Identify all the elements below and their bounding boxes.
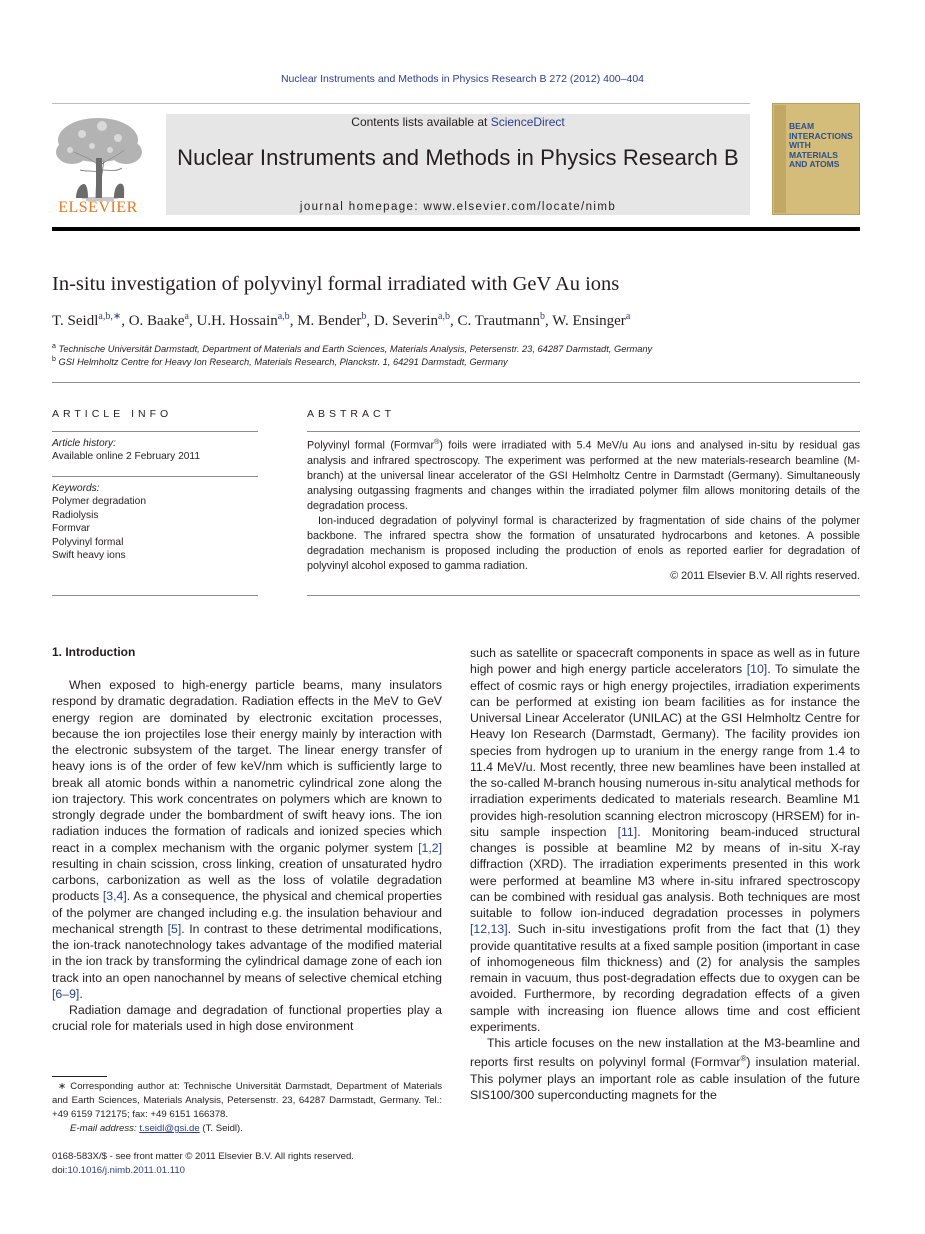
author-affiliation-mark[interactable]: b [539, 311, 545, 322]
affiliation-b [52, 357, 508, 367]
body-text: . To simulate the effect of cosmic rays or high energy projectiles, irradiation experiments can be performed at existing ion beam facilities as for instance the Universal Linear Accelerator (UNILAC) at the GSI Helmholtz Centre for Heavy Ion Research (Darmstadt, Germany). The facility provides ion species from hydrogen up to uranium in the energy range from 1.4 to 11.4 MeV/u. Most recently, three new beamlines have been installed at the so-called M-branch housing numerous in-situ analytical methods for irradiation experiments dedicated to materials research. Beamline M1 provides high-resolution scanning electron microscopy (HRSEM) for in-situ sample inspection [470, 662, 860, 839]
article-title: In-situ investigation of polyvinyl formal irradiated with GeV Au ions [52, 273, 620, 295]
cover-line: INTERACTIONS [789, 130, 853, 141]
author-affiliation-mark[interactable]: a,b,∗ [98, 311, 122, 322]
author-separator: , [121, 313, 129, 329]
body-paragraph [52, 677, 442, 1002]
author-affiliation-mark[interactable]: a [184, 311, 189, 322]
citation-link[interactable]: [11] [617, 824, 638, 839]
keyword-item: Polymer degradation [52, 496, 147, 508]
keyword-item: Radiolysis [52, 509, 99, 521]
author-name: O. Baake [128, 313, 185, 329]
body-text: . As a consequence, the physical and chemical properties of the polymer are changed including e.g. the insulation behaviour and mechanical strength [52, 889, 442, 936]
author-name: U.H. Hossain [196, 313, 278, 329]
author-separator: , [449, 313, 458, 329]
citation-link[interactable]: [12,13] [470, 922, 508, 937]
homepage-prefix: journal homepage: [299, 201, 424, 213]
bottom-info [52, 1150, 354, 1177]
cover-line: AND ATOMS [789, 159, 840, 169]
abstract-copyright: © 2011 Elsevier B.V. All rights reserved. [670, 570, 860, 582]
body-text: ) insulation material. This polymer plays an important role as cable insulation of the future SIS100/300 superconducting magnets for the [470, 1055, 860, 1102]
body-text: . In contrast to these detrimental modifications, the ion-track nanotechnology takes advantage of the modified material in the ion track by transforming the cylindrical damage zone of each ion track into an open nanochannel by means of selective chemical etching [52, 921, 442, 985]
author-affiliation-mark[interactable]: b [361, 311, 367, 322]
left-column [52, 677, 442, 1035]
contents-line [166, 115, 750, 129]
affiliation-mark: b [52, 355, 56, 363]
journal-homepage [166, 201, 750, 213]
author-list [52, 313, 630, 330]
body-text: resulting in chain scission, cross linking, creation of unsaturated hydro carbons, carbonization as well as the loss of volatile degradation products [52, 856, 442, 904]
author-separator: , [544, 313, 553, 329]
header-thick-rule [52, 227, 860, 231]
author-name: W. Ensinger [552, 313, 626, 329]
affiliation-text: GSI Helmholtz Centre for Heavy Ion Research, Materials Research, Planckstr. 1, 64291 Darmstadt, Germany [58, 357, 508, 367]
sciencedirect-link[interactable]: ScienceDirect [490, 115, 565, 129]
registered-mark: ® [434, 439, 440, 446]
history-value: Available online 2 February 2011 [52, 451, 201, 463]
affiliation-a [52, 344, 652, 354]
body-text: When exposed to high-energy particle beams, many insulators respond by dramatic degradation. Radiation effects in the MeV to GeV energy region are dominated by electronic excitation processes, because the ion projectiles lose their energy mainly by interaction with the electronic subsystem of the target. The linear energy transfer of heavy ions is of the order of few keV/nm which is sufficiently large to break all atomic bonds within a nanometric cylindrical zone along the ion trajectory. This work concentrates on polymers which are known to strongly degrade under the bombardment of swift heavy ions. The ion radiation induces the formation of radicals and ionized species which react in a complex mechanism with the organic polymer system [52, 678, 442, 855]
divider [307, 595, 860, 596]
keyword-item: Swift heavy ions [52, 550, 126, 562]
author-affiliation-mark[interactable]: a [625, 311, 631, 322]
article-info-heading: ARTICLE INFO [52, 408, 173, 420]
author-name: T. Seidl [52, 313, 99, 329]
section-heading: 1. Introduction [52, 645, 136, 659]
body-paragraph [470, 645, 860, 1035]
body-text: . Monitoring beam-induced structural changes is possible at beamline M2 by means of in-situ X-ray diffraction (XRD). The irradiation experiments presented in this work were performed at beamline M3 where in-situ infrared spectroscopy can be combined with residual gas analysis. Both techniques are most suitable to follow ion-induced degradation processes in polymers [470, 824, 860, 920]
abstract-heading: ABSTRACT [307, 408, 396, 420]
right-column [470, 645, 860, 1103]
issn-line: 0168-583X/$ - see front matter © 2011 Elsevier B.V. All rights reserved. [52, 1151, 354, 1162]
author-separator: , [188, 313, 197, 329]
history-label: Article history: [52, 438, 116, 449]
journal-title: Nuclear Instruments and Methods in Physics Research B [177, 145, 739, 170]
body-text: such as satellite or spacecraft components in space as well as in future high power and high energy particle accelerators [470, 646, 860, 677]
affiliation-mark: a [52, 342, 56, 350]
author-affiliation-mark[interactable]: a,b [277, 311, 290, 322]
keywords-block [52, 482, 258, 562]
author-name: D. Severin [373, 313, 438, 329]
contents-prefix: Contents lists available at [351, 115, 491, 129]
journal-reference[interactable]: Nuclear Instruments and Methods in Physics Research B 272 (2012) 400–404 [280, 73, 645, 85]
abstract-body [307, 435, 860, 574]
abstract-paragraph: Ion-induced degradation of polyvinyl formal is characterized by fragmentation of side chains of the polymer backbone. The infrared spectra show the formation of unsaturated hydrocarbons and ketones. A possible degradation mechanism is proposed including the production of enols as reported earlier for degradation of polyvinyl alcohol exposed to gamma radiation. [307, 514, 860, 572]
divider [52, 476, 258, 477]
divider [52, 595, 258, 596]
header-top-rule [52, 103, 750, 104]
publisher-wordmark: ELSEVIER [58, 199, 138, 216]
body-paragraph [470, 1035, 860, 1103]
doi-line [52, 1164, 354, 1178]
divider [307, 431, 860, 432]
keyword-item: Formvar [52, 523, 90, 535]
article-history [52, 437, 258, 464]
citation-link[interactable]: [3,4] [102, 889, 127, 904]
cover-line: MATERIALS [789, 149, 838, 160]
homepage-url[interactable]: www.elsevier.com/locate/nimb [423, 201, 617, 213]
cover-line: WITH [789, 140, 811, 150]
body-text: This article focuses on the new installation at the M3-beamline and reports first results on polyvinyl formal (Formvar [470, 1036, 860, 1070]
footnote-text: Corresponding author at: Technische Universität Darmstadt, Department of Materials and Earth Sciences, Materials Analysis, Petersenstr. 23, 64287 Darmstadt, Germany. Tel.: +49 6159 712175; fax: +49 6151 166378. [52, 1081, 442, 1120]
keywords-label: Keywords: [52, 483, 100, 494]
abstract-paragraph [307, 435, 860, 514]
author-separator: , [366, 313, 374, 329]
affiliation-text: Technische Universität Darmstadt, Department of Materials and Earth Sciences, Materials Analysis, Petersenstr. 23, 64287 Darmstadt, Germany [58, 344, 653, 354]
citation-link[interactable]: [10] [746, 662, 768, 677]
author-affiliation-mark[interactable]: a,b [438, 311, 450, 322]
citation-link[interactable]: [5] [167, 921, 182, 936]
divider [52, 431, 258, 432]
corresponding-author-footnote [52, 1080, 442, 1136]
doi-link[interactable]: 10.1016/j.nimb.2011.01.110 [67, 1164, 185, 1176]
abstract-text: ) foils were irradiated with 5.4 MeV/u Au ions and analysed in-situ by residual gas analysis and infrared spectroscopy. The experiment was performed at the new materials-research beamline (M-branch) at the universal linear accelerator of the GSI Helmholtz Centre in Darmstadt (Germany). Simultaneously analysing outgassing fragments and changes within the irradiated polymer film allows monitoring details of the degradation process. [307, 439, 860, 512]
doi-prefix: doi: [52, 1164, 68, 1176]
registered-mark: ® [740, 1054, 747, 1064]
abstract-text: Polyvinyl formal (Formvar [307, 439, 435, 452]
footnote-rule [52, 1076, 107, 1077]
footnote-text-block [52, 1080, 442, 1122]
author-separator: , [289, 313, 298, 329]
keyword-item: Polyvinyl formal [52, 536, 124, 548]
email-label: E-mail address: [70, 1123, 140, 1134]
cover-line: BEAM [789, 121, 815, 131]
body-text: . [79, 986, 83, 1001]
body-text: . Such in-situ investigations profit from the fact that (1) they provide quantitative results at a fixed sample position (important in case of inhomogeneous film thickness) and (2) for analysis the samples remain in vacuum, thus post-degradation effects due to oxygen can be avoided. Furthermore, by recording degradation effects of a given sample with increasing ion fluence allows time and cost efficient experiments. [470, 922, 860, 1034]
body-paragraph: Radiation damage and degradation of functional properties play a crucial role for materials used in high dose environment [52, 1003, 442, 1034]
footnote-star: ∗ [58, 1081, 67, 1092]
citation-link[interactable]: [6–9] [52, 986, 80, 1001]
author-name: C. Trautmann [457, 313, 540, 329]
footnote-email-line [52, 1122, 442, 1136]
divider [52, 382, 860, 383]
journal-cover-stripe [774, 105, 786, 213]
journal-cover-text [789, 122, 855, 170]
email-link[interactable]: t.seidl@gsi.de [139, 1123, 200, 1134]
email-suffix: (T. Seidl). [199, 1123, 243, 1134]
author-name: M. Bender [297, 313, 362, 329]
citation-link[interactable]: [1,2] [418, 840, 442, 855]
